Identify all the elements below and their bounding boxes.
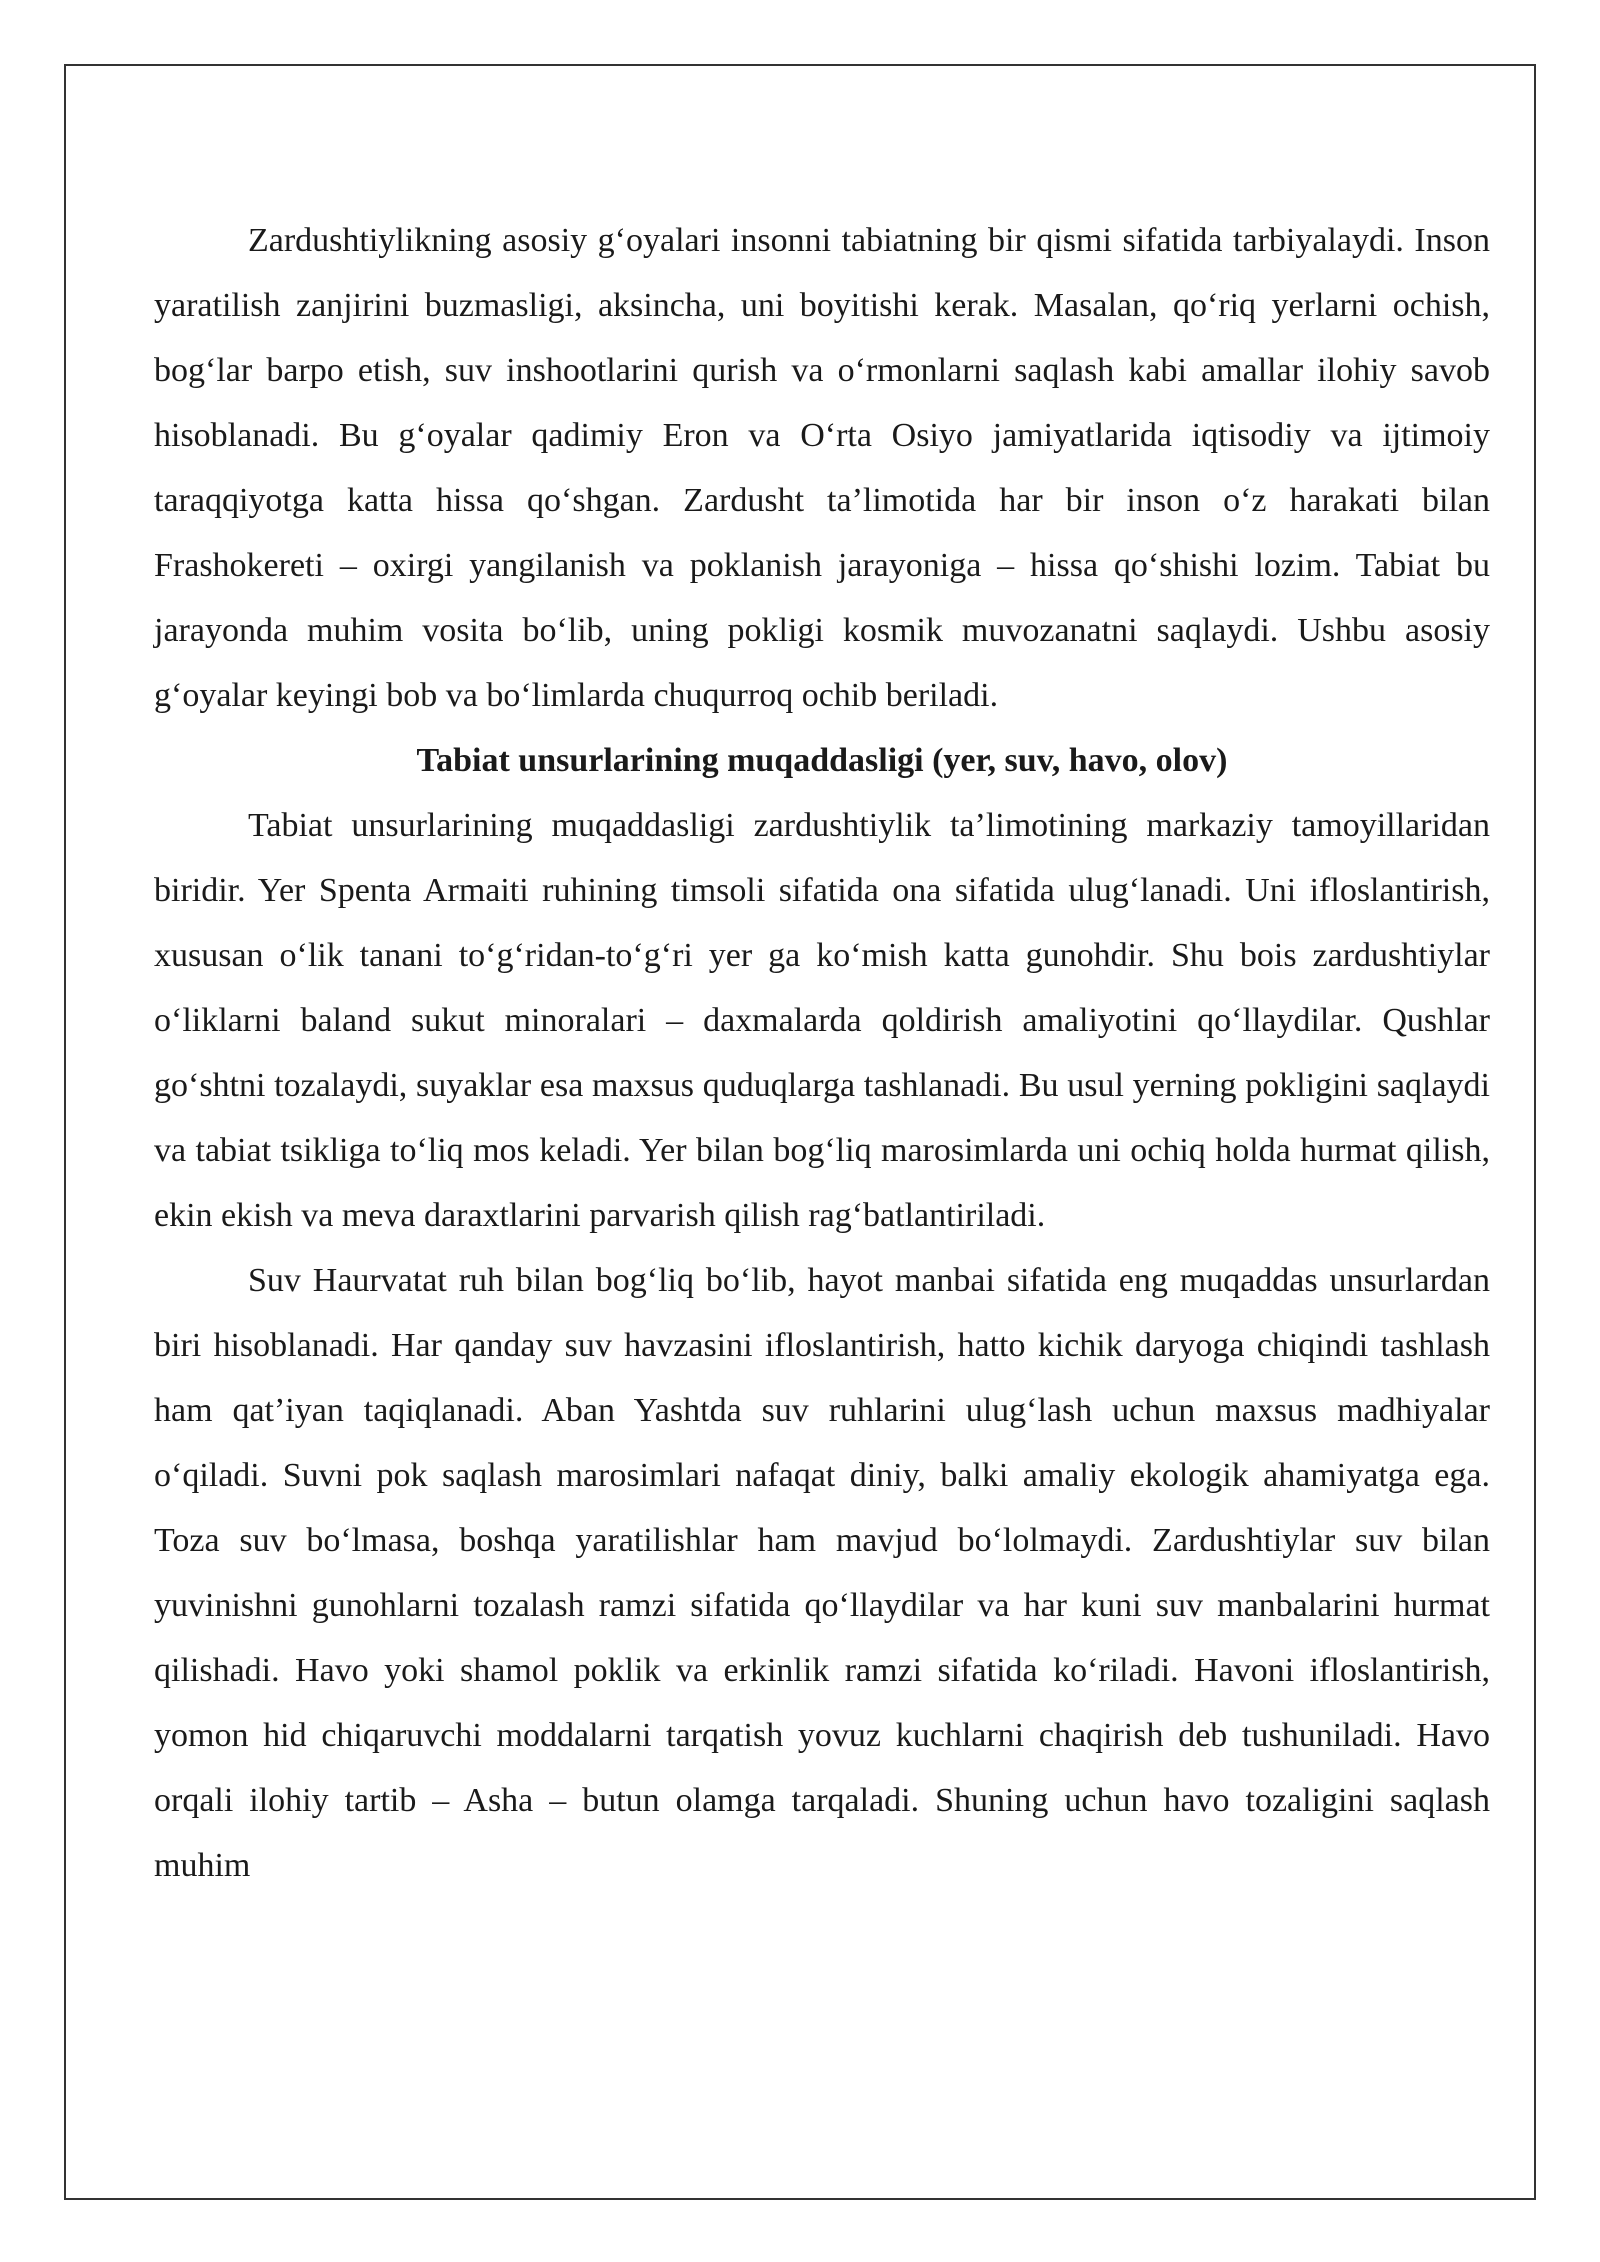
paragraph-intro: Zardushtiylikning asosiy g‘oyalari insonni tabiatning bir qismi sifatida tarbiyalaydi. Inson yaratilish zanjirini buzmasligi, aksincha, uni boyitishi kerak. Masalan, qo‘riq yerlarni ochish, bog‘lar barpo etish, suv inshootlarini qurish va o‘rmonlarni saqlash kabi amallar ilohiy savob hisoblanadi. Bu g‘oyalar qadimiy Eron va O‘rta Osiyo jamiyatlarida iqtisodiy va ijtimoiy taraqqiyotga katta hissa qo‘shgan. Zardusht ta’limotida har bir inson o‘z harakati bilan Frashokereti – oxirgi yangilanish va poklanish jarayoniga – hissa qo‘shishi lozim. Tabiat bu jarayonda muhim vosita bo‘lib, uning pokligi kosmik muvozanatni saqlaydi. Ushbu asosiy g‘oyalar keyingi bob va bo‘limlarda chuqurroq ochib beriladi.	[154, 222, 1490, 714]
paragraph-earth: Tabiat unsurlarining muqaddasligi zardushtiylik ta’limotining markaziy tamoyillaridan biridir. Yer Spenta Armaiti ruhining timsoli sifatida ona sifatida ulug‘lanadi. Uni ifloslantirish, xususan o‘lik tanani to‘g‘ridan-to‘g‘ri yer ga ko‘mish katta gunohdir. Shu bois zardushtiylar o‘liklarni baland sukut minoralari – daxmalarda qoldirish amaliyotini qo‘llaydilar. Qushlar go‘shtni tozalaydi, suyaklar esa maxsus quduqlarga tashlanadi. Bu usul yerning pokligini saqlaydi va tabiat tsikliga to‘liq mos keladi. Yer bilan bog‘liq marosimlarda uni ochiq holda hurmat qilish, ekin ekish va meva daraxtlarini parvarish qilish rag‘batlantiriladi.	[154, 807, 1490, 1234]
section-heading: Tabiat unsurlarining muqaddasligi (yer, suv, havo, olov)	[416, 742, 1228, 779]
paragraph-water-air: Suv Haurvatat ruh bilan bog‘liq bo‘lib, hayot manbai sifatida eng muqaddas unsurlardan biri hisoblanadi. Har qanday suv havzasini ifloslantirish, hatto kichik daryoga chiqindi tashlash ham qat’iyan taqiqlanadi. Aban Yashtda suv ruhlarini ulug‘lash uchun maxsus madhiyalar o‘qiladi. Suvni pok saqlash marosimlari nafaqat diniy, balki amaliy ekologik ahamiyatga ega. Toza suv bo‘lmasa, boshqa yaratilishlar ham mavjud bo‘lolmaydi. Zardushtiylar suv bilan yuvinishni gunohlarni tozalash ramzi sifatida qo‘llaydilar va har kuni suv manbalarini hurmat qilishadi. Havo yoki shamol poklik va erkinlik ramzi sifatida ko‘riladi. Havoni ifloslantirish, yomon hid chiqaruvchi moddalarni tarqatish yovuz kuchlarni chaqirish deb tushuniladi. Havo orqali ilohiy tartib – Asha – butun olamga tarqaladi. Shuning uchun havo tozaligini saqlash muhim	[154, 1262, 1490, 1884]
document-body	[154, 208, 1490, 1898]
